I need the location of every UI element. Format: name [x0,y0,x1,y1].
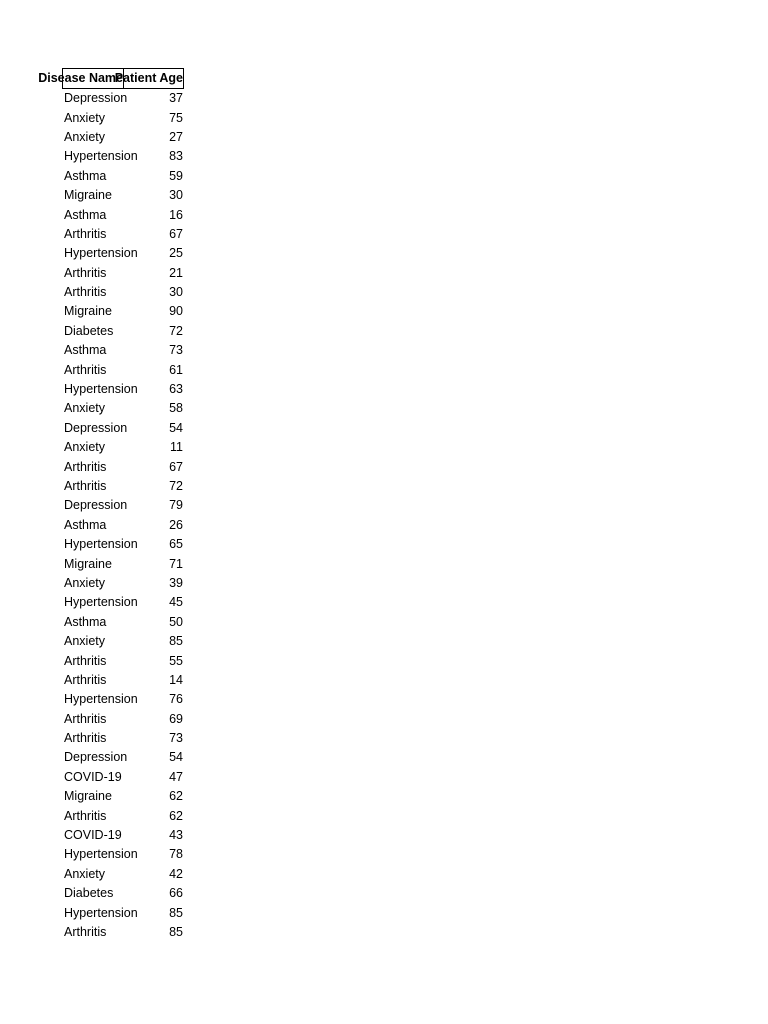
table-row [62,147,184,166]
patient-age-cell[interactable]: 67 [169,459,183,474]
patient-age-cell[interactable]: 75 [169,110,183,125]
table-row [62,225,184,244]
table-row [62,167,184,186]
patient-age-cell[interactable]: 65 [169,537,183,552]
disease-name-cell[interactable]: Arthritis [64,479,107,493]
patient-age-cell[interactable]: 25 [169,246,183,261]
disease-name-cell[interactable]: Migraine [64,188,112,203]
disease-name-cell[interactable]: Anxiety [64,440,105,455]
table-row [62,302,184,321]
table-row [62,845,184,864]
disease-name-cell[interactable]: Arthritis [64,265,107,280]
patient-age-cell[interactable]: 72 [169,479,183,493]
disease-name-cell[interactable]: Asthma [64,343,107,358]
table-row [62,923,184,942]
table-row [62,903,184,922]
disease-name-cell[interactable]: Depression [64,498,128,513]
spreadsheet-table [38,68,184,942]
disease-name-cell[interactable]: Hypertension [64,692,138,707]
disease-name-cell[interactable]: COVID-19 [64,769,122,784]
table-row [62,419,184,438]
disease-name-cell[interactable]: Asthma [64,517,107,532]
table-row [62,768,184,787]
patient-age-cell[interactable]: 67 [169,226,183,241]
disease-name-cell[interactable]: Arthritis [64,362,107,377]
patient-age-cell[interactable]: 26 [169,517,183,532]
disease-name-cell[interactable]: Hypertension [64,246,138,261]
disease-name-cell[interactable]: Hypertension [64,905,138,920]
table-row [62,884,184,903]
patient-age-cell[interactable]: 58 [169,401,183,416]
patient-age-cell[interactable]: 73 [169,731,183,746]
patient-age-cell[interactable]: 16 [169,207,183,222]
table-row [62,632,184,651]
table-row [62,516,184,535]
disease-name-cell[interactable]: Arthritis [64,711,107,726]
patient-age-cell[interactable]: 45 [169,595,183,610]
patient-age-cell[interactable]: 42 [169,866,183,881]
patient-age-cell[interactable]: 21 [169,265,183,280]
header-cell-patient-age[interactable] [114,68,184,89]
table-row [62,244,184,263]
patient-age-cell[interactable]: 30 [169,285,183,300]
table-row [62,399,184,418]
table-body [62,89,184,942]
table-row [62,205,184,224]
disease-name-cell[interactable]: Arthritis [64,226,107,241]
patient-age-cell[interactable]: 76 [169,692,183,707]
disease-name-cell[interactable]: Migraine [64,556,112,571]
disease-name-cell[interactable]: Arthritis [64,459,107,474]
patient-age-cell[interactable]: 27 [169,129,183,144]
disease-name-cell[interactable]: Migraine [64,789,112,804]
disease-name-cell[interactable]: Arthritis [64,731,107,746]
patient-age-cell[interactable]: 54 [169,750,183,765]
table-row [62,186,184,205]
patient-age-cell[interactable]: 11 [170,440,183,455]
disease-name-cell[interactable]: Anxiety [64,634,105,649]
disease-name-cell[interactable]: Depression [64,91,128,106]
table-row [62,535,184,554]
disease-name-cell[interactable]: Diabetes [64,886,114,901]
patient-age-cell[interactable]: 61 [169,362,183,377]
patient-age-cell[interactable]: 37 [169,91,183,106]
header-age-label: Patient Age [114,71,183,85]
patient-age-cell[interactable]: 72 [169,323,183,338]
table-row [62,671,184,690]
patient-age-cell[interactable]: 73 [169,343,183,358]
table-row [62,108,184,127]
disease-name-cell[interactable]: Hypertension [64,595,138,610]
patient-age-cell[interactable]: 62 [169,789,183,804]
patient-age-cell[interactable]: 63 [169,382,183,397]
header-disease-label: Disease Name [38,71,123,85]
table-row [62,748,184,767]
disease-name-cell[interactable]: Anxiety [64,110,105,125]
disease-name-cell[interactable]: Asthma [64,168,107,183]
table-row [62,729,184,748]
patient-age-cell[interactable]: 71 [169,556,183,571]
disease-name-cell[interactable]: Asthma [64,207,107,222]
disease-name-cell[interactable]: Arthritis [64,285,107,300]
table-row [62,574,184,593]
table-row [62,690,184,709]
table-row [62,457,184,476]
disease-name-cell[interactable]: Diabetes [64,323,114,338]
table-row [62,438,184,457]
patient-age-cell[interactable]: 55 [169,653,183,668]
disease-name-cell[interactable]: Anxiety [64,866,105,881]
disease-name-cell[interactable]: Anxiety [64,401,105,416]
table-row [62,651,184,670]
table-row [62,496,184,515]
patient-age-cell[interactable]: 79 [169,498,183,513]
disease-name-cell[interactable]: Depression [64,750,128,765]
patient-age-cell[interactable]: 43 [169,828,183,843]
disease-name-cell[interactable]: Arthritis [64,924,107,939]
patient-age-cell[interactable]: 14 [169,672,183,687]
disease-name-cell[interactable]: Depression [64,420,128,435]
disease-name-cell[interactable]: Hypertension [64,537,138,552]
table-row [62,613,184,632]
table-row [62,710,184,729]
patient-age-cell[interactable]: 85 [169,924,183,939]
table-row [62,283,184,302]
patient-age-cell[interactable]: 90 [169,304,183,319]
disease-name-cell[interactable]: Hypertension [64,382,138,397]
patient-age-cell[interactable]: 50 [169,614,183,629]
patient-age-cell[interactable]: 54 [169,420,183,435]
disease-name-cell[interactable]: Arthritis [64,653,107,668]
table-row [62,360,184,379]
patient-age-cell[interactable]: 62 [169,808,183,823]
patient-age-cell[interactable]: 83 [169,149,183,164]
table-row [62,341,184,360]
disease-name-cell[interactable]: Hypertension [64,847,138,862]
table-row [62,554,184,573]
disease-name-cell[interactable]: COVID-19 [64,828,122,843]
table-row [62,593,184,612]
table-row [62,264,184,283]
header-row [38,68,184,89]
table-row [62,806,184,825]
disease-name-cell[interactable]: Migraine [64,304,112,319]
table-row [62,380,184,399]
patient-age-cell[interactable]: 78 [169,847,183,862]
patient-age-cell[interactable]: 69 [169,711,183,726]
table-row [62,322,184,341]
table-row [62,89,184,108]
table-row [62,826,184,845]
table-row [62,787,184,806]
disease-name-cell[interactable]: Anxiety [64,129,105,144]
patient-age-cell[interactable]: 30 [169,188,183,203]
disease-name-cell[interactable]: Anxiety [64,575,105,590]
patient-age-cell[interactable]: 66 [169,886,183,901]
table-row [62,477,184,496]
disease-name-cell[interactable]: Asthma [64,614,107,629]
table-row [62,865,184,884]
patient-age-cell[interactable]: 47 [169,769,183,784]
disease-name-cell[interactable]: Hypertension [64,149,138,164]
patient-age-cell[interactable]: 85 [169,905,183,920]
patient-age-cell[interactable]: 39 [169,575,183,590]
disease-name-cell[interactable]: Arthritis [64,808,107,823]
table-row [62,128,184,147]
patient-age-cell[interactable]: 85 [169,634,183,649]
disease-name-cell[interactable]: Arthritis [64,672,107,687]
patient-age-cell[interactable]: 59 [169,168,183,183]
